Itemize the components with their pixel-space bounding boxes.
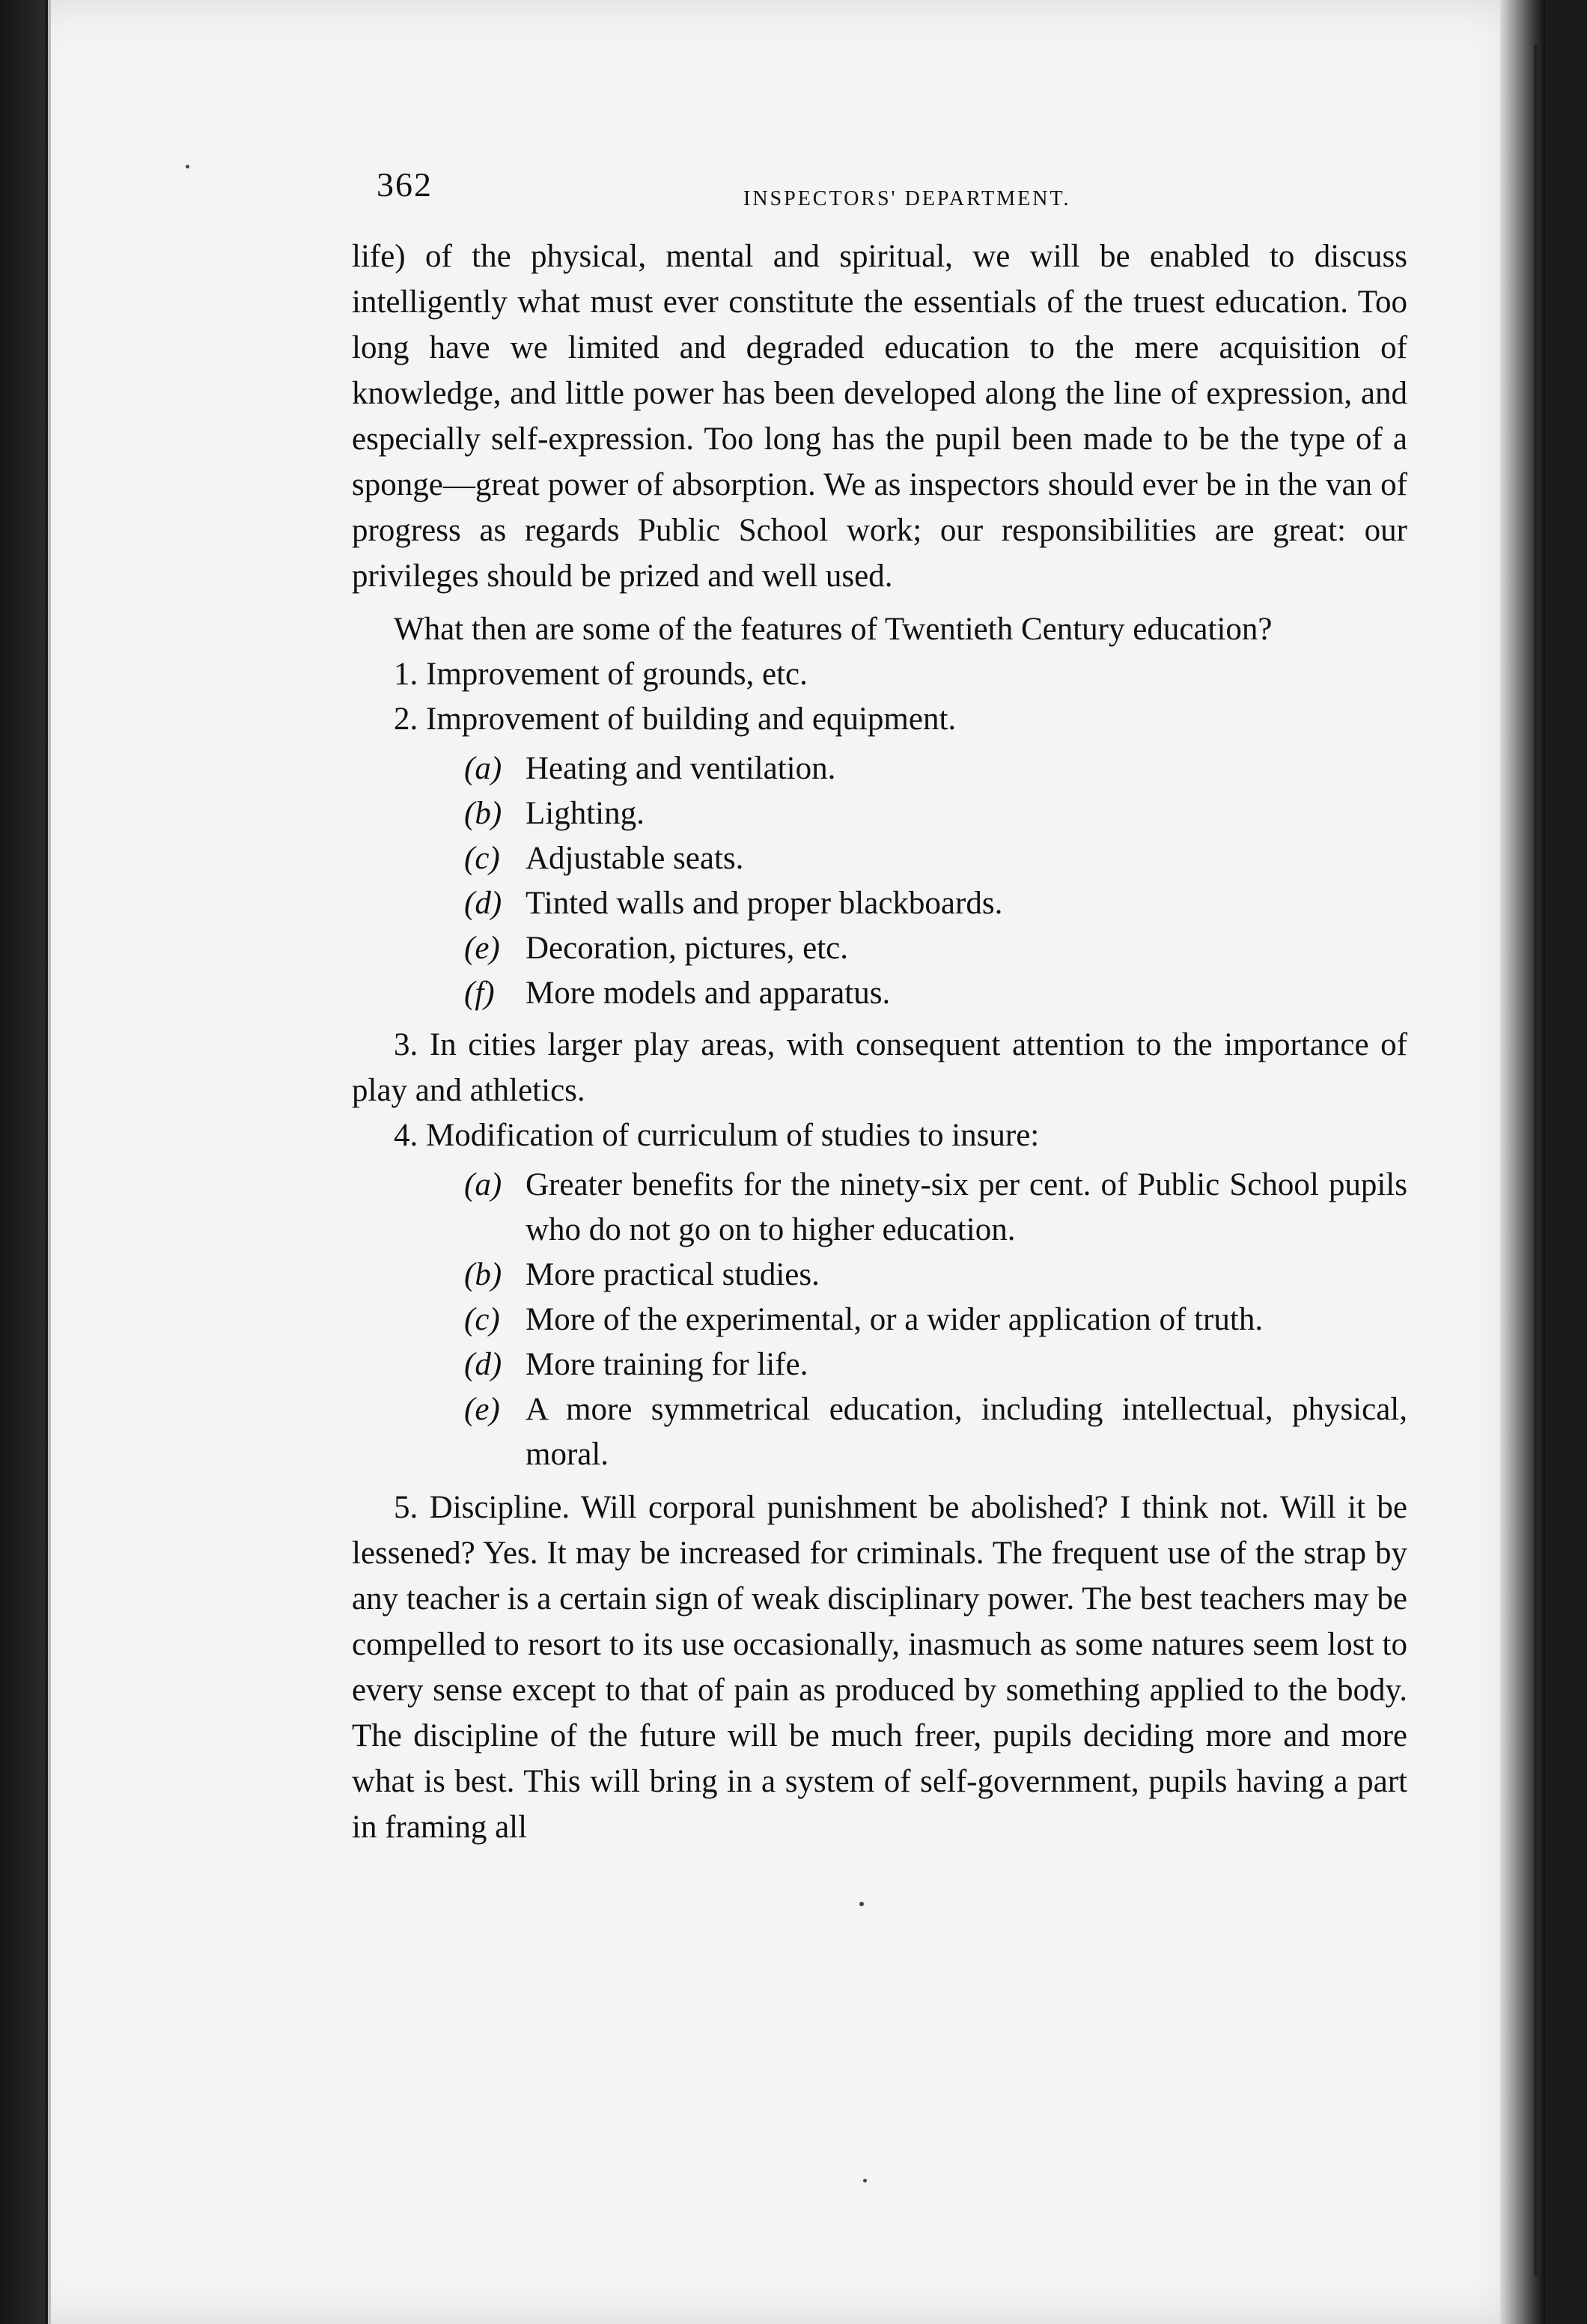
sublist-item [352, 1253, 1407, 1298]
sublist-text: Lighting. [526, 796, 645, 831]
sublist-letter: (a) [464, 1167, 502, 1202]
sublist-text: Greater benefits for the ninety-six per cent. of Public School pupils who do not go on to higher education. [526, 1167, 1407, 1247]
list-item-2: 2. Improvement of building and equipment. [394, 702, 957, 737]
sublist-letter: (a) [464, 751, 502, 786]
list-item-2-sublist [352, 746, 1407, 1016]
sublist-letter: (c) [464, 841, 500, 876]
sublist-item [352, 836, 1407, 881]
sublist-text: More training for life. [526, 1347, 808, 1382]
sublist-item [352, 1163, 1407, 1253]
page-right-shadow [1500, 0, 1545, 2324]
list-item-1: 1. Improvement of grounds, etc. [394, 657, 808, 692]
sublist-letter: (d) [464, 1347, 502, 1382]
sublist-item [352, 926, 1407, 971]
sublist-item [352, 971, 1407, 1016]
sublist-text: More models and apparatus. [526, 976, 891, 1011]
sublist-letter: (b) [464, 1257, 502, 1292]
sublist-letter: (b) [464, 796, 502, 831]
sublist-text: Heating and ventilation. [526, 751, 836, 786]
list-item-4-sublist [352, 1163, 1407, 1477]
scan-speck [859, 1902, 864, 1906]
sublist-letter: (f) [464, 976, 495, 1011]
sublist-text: A more symmetrical education, including intellectual, physical, moral. [526, 1392, 1407, 1472]
paragraph-1: life) of the physical, mental and spiritual, we will be enabled to discuss intelligently what must ever constitute the essentials of the truest education. Too long have we limited and degraded education to the mere acquisition of knowledge, and little power has been developed along the line of expression, and especially self-expression. Too long has the pupil been made to be the type of a sponge—great power of absorption. We as inspectors should ever be in the van of progress as regards Public School work; our responsibilities are great: our privileges should be prized and well used. [352, 239, 1407, 594]
scan-speck [186, 165, 189, 168]
page-gutter-line [1534, 45, 1538, 2276]
sublist-letter: (c) [464, 1302, 500, 1337]
page-number: 362 [377, 165, 433, 204]
sublist-item [352, 881, 1407, 926]
sublist-text: More of the experimental, or a wider application of truth. [526, 1302, 1264, 1337]
sublist-item [352, 1387, 1407, 1477]
list-item-3: 3. In cities larger play areas, with consequent attention to the importance of play and athletics. [352, 1027, 1407, 1108]
sublist-text: More practical studies. [526, 1257, 820, 1292]
page-header [377, 165, 1440, 225]
sublist-letter: (e) [464, 1392, 500, 1427]
page-body [352, 234, 1407, 1850]
sublist-letter: (e) [464, 931, 500, 966]
sublist-item [352, 1342, 1407, 1387]
sublist-item [352, 746, 1407, 791]
sublist-item [352, 1298, 1407, 1342]
sublist-item [352, 791, 1407, 836]
list-item-4: 4. Modification of curriculum of studies to insure: [394, 1118, 1040, 1153]
sublist-text: Tinted walls and proper blackboards. [526, 886, 1003, 921]
scan-left-edge [0, 0, 45, 2324]
sublist-text: Decoration, pictures, etc. [526, 931, 849, 966]
sublist-letter: (d) [464, 886, 502, 921]
running-head: INSPECTORS' DEPARTMENT. [743, 187, 1071, 210]
sublist-text: Adjustable seats. [526, 841, 744, 876]
paragraph-5: 5. Discipline. Will corporal punishment be abolished? I think not. Will it be lessened? Yes. It may be increased for criminals. The frequent use of the strap by any teacher is a certain sign of weak disciplinary power. The best teachers may be compelled to resort to its use occasionally, inasmuch as some natures seem lost to every sense except to that of pain as produced by something applied to the body. The discipline of the future will be much freer, pupils deciding more and more what is best. This will bring in a system of self-government, pupils having a part in framing all [352, 1490, 1407, 1845]
paragraph-2: What then are some of the features of Twentieth Century education? [394, 612, 1273, 647]
scan-speck [863, 2179, 867, 2182]
